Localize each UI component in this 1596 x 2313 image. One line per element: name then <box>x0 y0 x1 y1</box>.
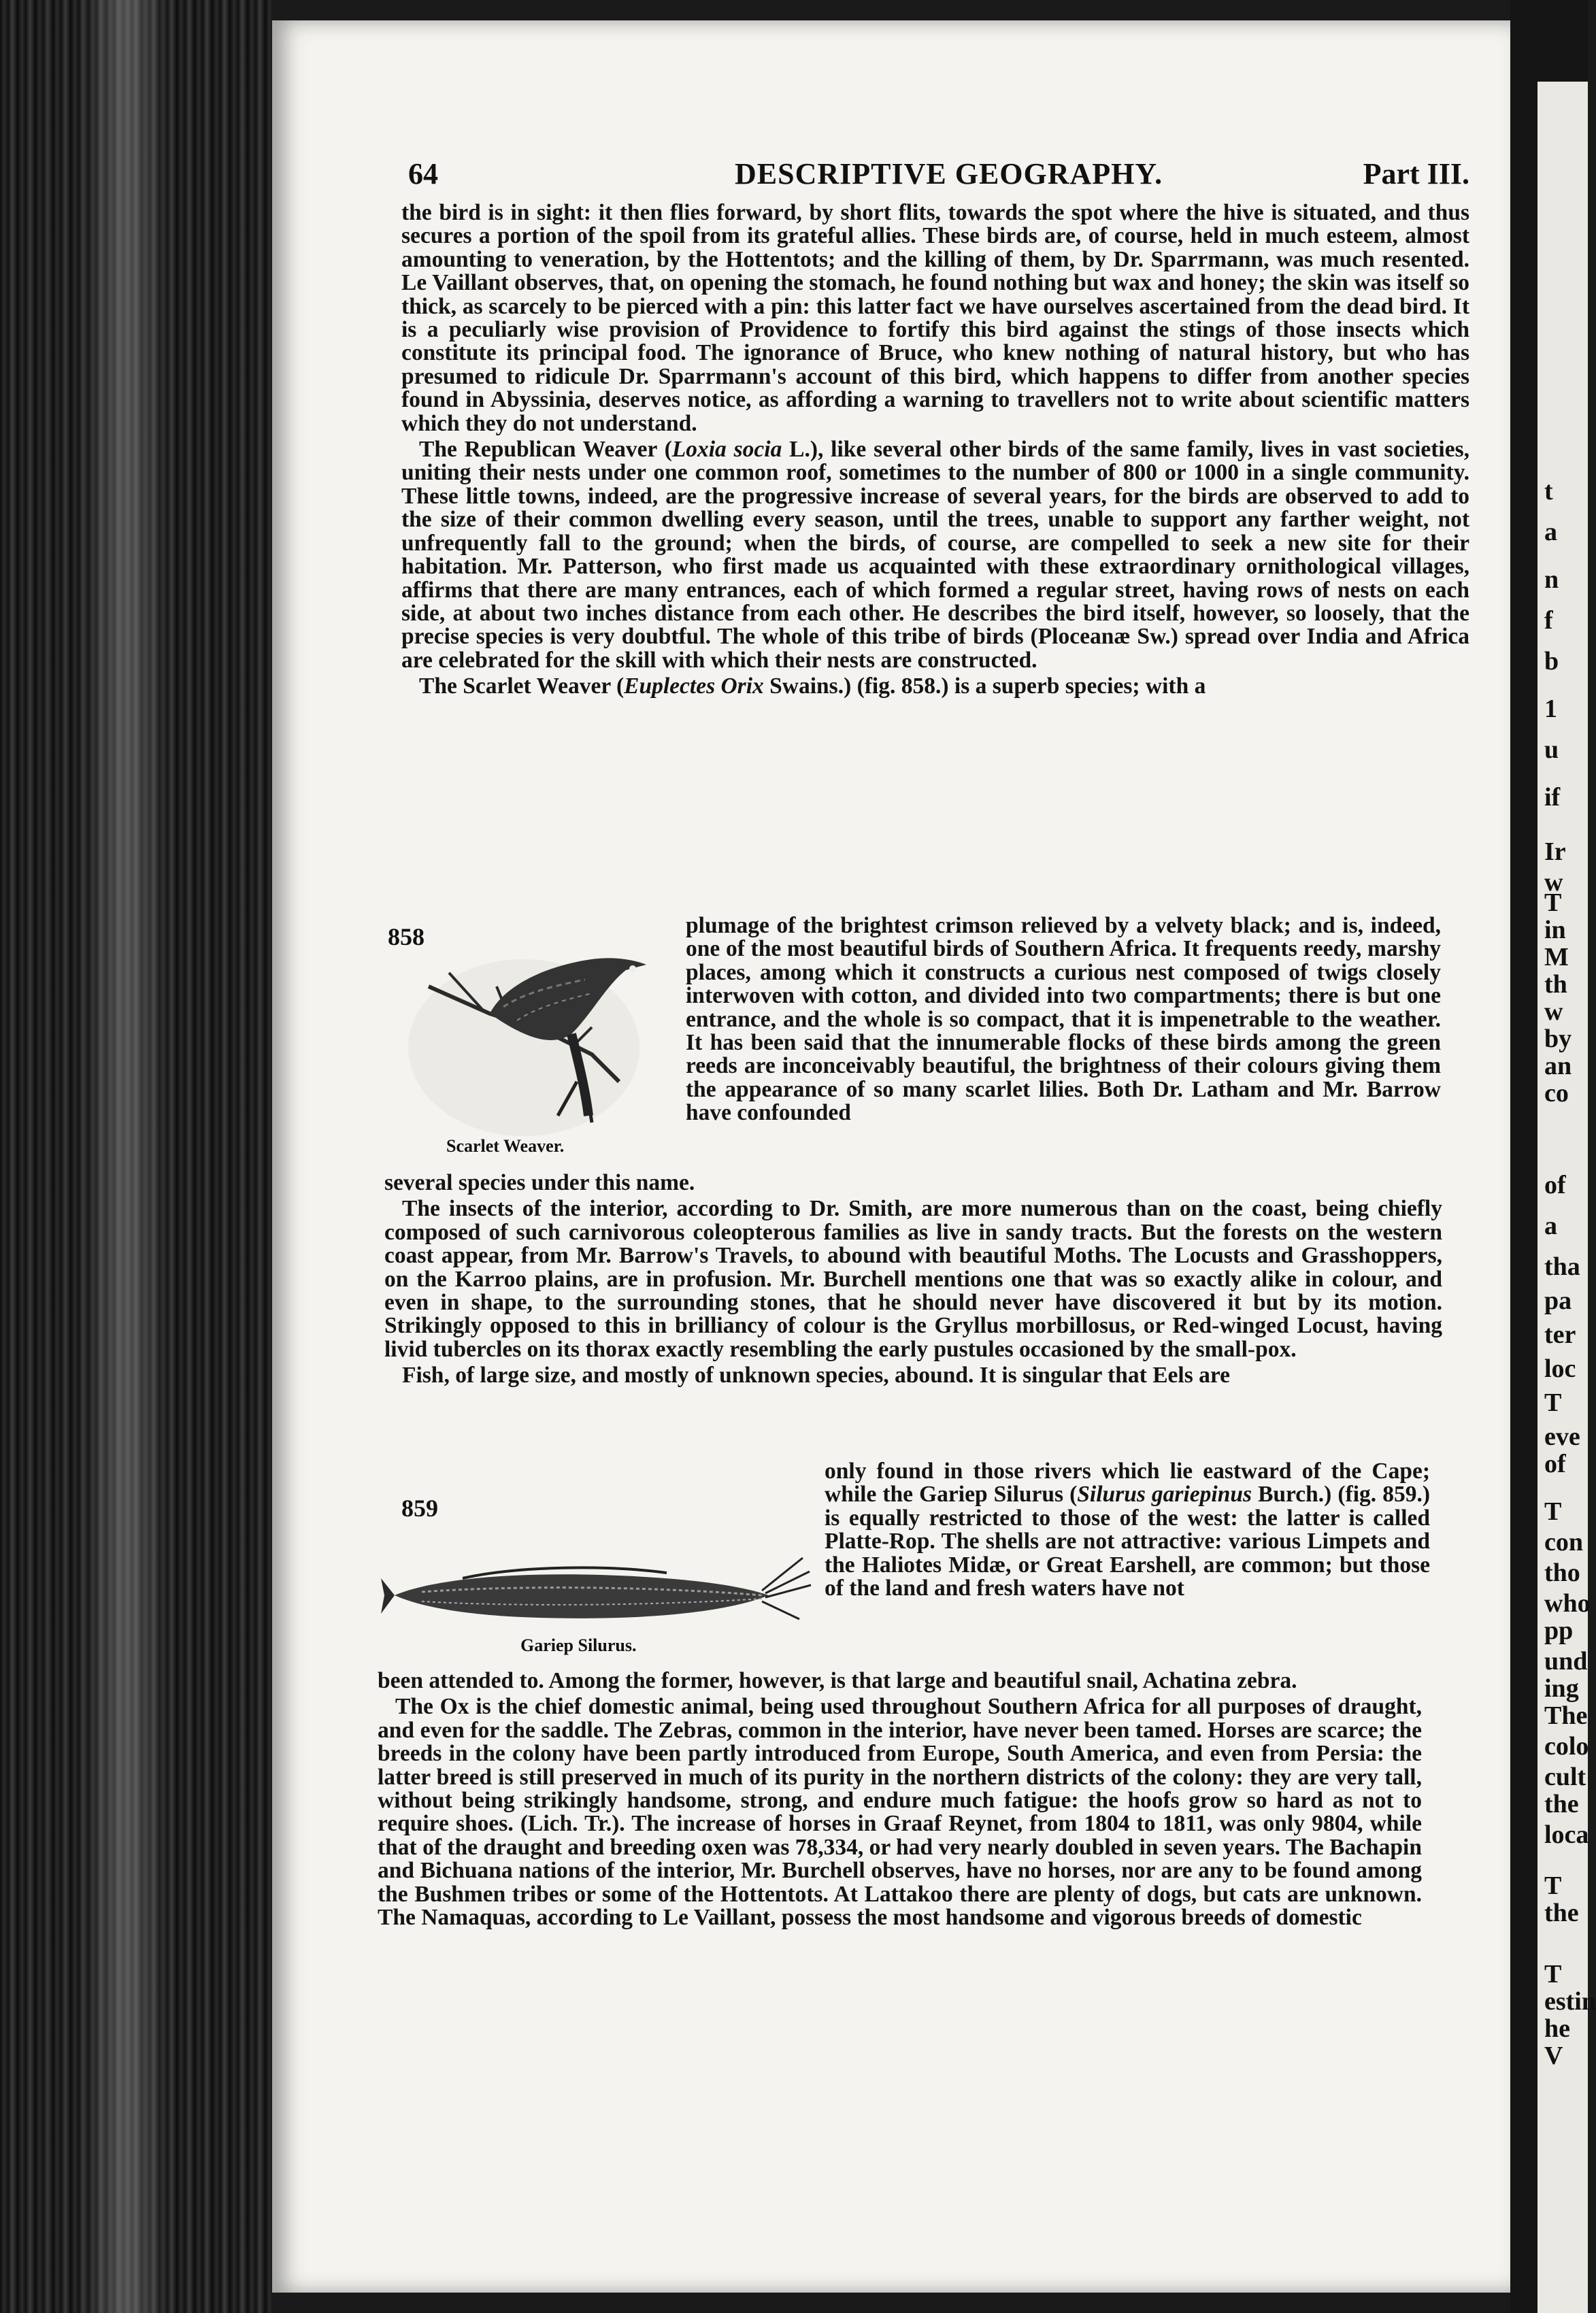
next-page-fragment: n <box>1544 565 1559 594</box>
next-page-fragment: V <box>1544 2042 1563 2070</box>
next-page-fragment: T <box>1544 1388 1562 1417</box>
page-number: 64 <box>408 157 438 190</box>
figure-caption: Gariep Silurus. <box>520 1635 637 1655</box>
next-page-fragment: tho <box>1544 1559 1580 1587</box>
next-page-fragment: th <box>1544 970 1567 999</box>
text-block-bottom <box>378 1669 1422 1932</box>
next-page-fragment: loc <box>1544 1354 1576 1383</box>
next-page-fragment: in <box>1544 916 1566 944</box>
paragraph-scarlet-weaver-wrap: plumage of the brightest crimson relieved by a velvety black; and is, indeed, one of the most beautiful birds of Southern Africa. It frequents reedy, marshy places, among which it constructs a curious nest composed of twigs closely interwoven with cotton, and divided into two compartments; there is but one entrance, and the whole is so compact, that it is impenetrable to the weather. It has been said that the innumerable flocks of these birds among the green reeds are inconceivably beautiful, the brightness of their colours giving them the appearance of so many scarlet lilies. Both Dr. Latham and Mr. Barrow have confounded <box>686 913 1441 1126</box>
next-page-fragment: estin <box>1544 1987 1596 2016</box>
next-page-fragment: of <box>1544 1171 1566 1199</box>
next-page-fragment: t <box>1544 477 1553 505</box>
next-page-fragment: an <box>1544 1052 1572 1080</box>
figure-number: 858 <box>388 923 425 950</box>
next-page-fragment: T <box>1544 888 1562 917</box>
next-page-fragment: w <box>1544 997 1563 1026</box>
next-page-fragment: ing <box>1544 1674 1579 1703</box>
next-page-fragment: a <box>1544 1212 1557 1240</box>
next-page-fragment: pp <box>1544 1616 1574 1645</box>
next-page-fragment: who <box>1544 1589 1591 1618</box>
running-title: DESCRIPTIVE GEOGRAPHY. <box>735 157 1163 190</box>
next-page-fragment: he <box>1544 2014 1570 2043</box>
next-page-fragment: eve <box>1544 1422 1580 1451</box>
next-page-fragment: w <box>1544 868 1563 897</box>
next-page-fragment: a <box>1544 518 1557 546</box>
paragraph-honey-guide: the bird is in sight: it then flies forward, by short flits, towards the spot where the hive is situated, and thus secures a portion of the spoil from its grateful allies. These birds are, of course, held in much esteem, almost amounting to veneration, by the Hottentots; and the killing of them, by Dr. Sparrmann, was much resented. Le Vaillant observes, that, on opening the stomach, he found nothing but wax and honey; the skin was itself so thick, as scarcely to be pierced with a pin: this latter fact we have ourselves ascertained from the dead bird. It is a peculiarly wise provision of Providence to fortify this bird against the stings of those insects which constitute its principal food. The ignorance of Bruce, who knew nothing of natural history, but who has presumed to ridicule Dr. Sparrmann's account of this bird, which happens to differ from another species found in Abyssinia, deserves notice, as affording a warning to travellers not to write about scientific matters which they do not understand. <box>401 200 1469 436</box>
next-page-fragment: pa <box>1544 1286 1572 1315</box>
figure-caption: Scarlet Weaver. <box>446 1136 565 1156</box>
next-page-fragment: by <box>1544 1025 1572 1053</box>
text-block-top <box>401 201 1469 701</box>
next-page-fragment: loca <box>1544 1820 1589 1849</box>
gariep-silurus-illustration <box>381 1531 816 1653</box>
next-page-fragment: b <box>1544 647 1559 676</box>
scarlet-weaver-illustration <box>388 912 674 1136</box>
next-page-fragment: co <box>1544 1079 1569 1108</box>
next-page-fragment: f <box>1544 606 1553 635</box>
next-page-fragment: tha <box>1544 1252 1580 1281</box>
figure-858 <box>388 912 674 1170</box>
next-page-fragment: the <box>1544 1899 1579 1927</box>
next-page-fragment: M <box>1544 943 1569 971</box>
next-page-fragment: T <box>1544 1960 1562 1988</box>
text-block-fish-wrap <box>825 1460 1430 1603</box>
paragraph-republican-weaver: The Republican Weaver (Loxia socia L.), like several other birds of the same family, lives in vast societies, uniting their nests under one common roof, sometimes to the number of 800 or 1000 in a single community. These little towns, indeed, are the progressive increase of several years, for the birds are observed to add to the size of their common dwelling every season, until the trees, unable to support any farther weight, not unfrequently fall to the ground; when the birds, of course, are compelled to seek a new site for their habitation. Mr. Patterson, who first made us acquainted with these extraordinary ornithological villages, affirms that there are many entrances, each of which formed a regular street, having rows of nests on each side, at about two inches distance from each other. He describes the bird itself, however, so loosely, that the precise species is very doubtful. The whole of this tribe of birds (Ploceanæ Sw.) spread over India and Africa are celebrated for the skill with which their nests are constructed. <box>401 437 1470 673</box>
paragraph-scarlet-weaver-tail: several species under this name. <box>384 1170 695 1195</box>
next-page-fragment: The <box>1544 1701 1588 1730</box>
next-page-fragment: the <box>1544 1790 1579 1818</box>
part-label: Part III. <box>1363 157 1469 190</box>
next-page-fragment: und <box>1544 1647 1588 1676</box>
next-page-fragment: cult <box>1544 1763 1586 1791</box>
next-page-edge <box>1537 82 1596 2313</box>
text-block-scarlet-weaver-wrap <box>686 914 1441 1128</box>
next-page-fragment: con <box>1544 1528 1583 1557</box>
paragraph-scarlet-weaver-lead: The Scarlet Weaver (Euplectes Orix Swains.) (fig. 858.) is a superb species; with a <box>419 673 1206 699</box>
figure-859 <box>381 1490 816 1667</box>
paragraph-fish-lead: Fish, of large size, and mostly of unknown species, abound. It is singular that Eels are <box>402 1363 1231 1388</box>
next-page-fragment: Ir <box>1544 837 1566 866</box>
page-header <box>408 156 1469 197</box>
next-page-fragment: 1 <box>1544 695 1557 723</box>
binding-highlight <box>82 0 170 2313</box>
figure-number: 859 <box>401 1495 438 1522</box>
next-page-fragment: u <box>1544 735 1559 764</box>
next-page-fragment: if <box>1544 783 1561 812</box>
text-block-middle <box>384 1171 1442 1391</box>
paragraph-fish-tail: been attended to. Among the former, however, is that large and beautiful snail, Achatina zebra. <box>378 1668 1297 1693</box>
next-page-fragment: T <box>1544 1871 1562 1900</box>
next-page-fragment: ter <box>1544 1320 1576 1349</box>
next-page-fragment: of <box>1544 1450 1566 1478</box>
paragraph-domestic-animals: The Ox is the chief domestic animal, being used throughout Southern Africa for all purposes of draught, and even for the saddle. The Zebras, common in the interior, have never been tamed. Horses are scarce; the breeds in the colony have been partly introduced from Europe, South America, and even from Persia: the latter breed is still preserved in much of its purity in the northern districts of the colony: they are very tall, without being strikingly handsome, strong, and endure much fatigue: the hoofs grow so hard as not to require shoes. (Lich. Tr.). The increase of horses in Graaf Reynet, from 1804 to 1811, was only 9804, while that of the draught and breeding oxen was 78,334, or had very nearly doubled in seven years. The Bachapin and Bichuana nations of the interior, Mr. Burchell observes, have no horses, nor are any to be found among the Bushmen tribes or some of the Hottentots. At Lattakoo there are plenty of dogs, but cats are unknown. The Namaquas, according to Le Vaillant, possess the most handsome and vigorous breeds of domestic <box>378 1694 1422 1931</box>
paragraph-fish-wrap: only found in those rivers which lie eastward of the Cape; while the Gariep Silurus (Silurus gariepinus Burch.) (fig. 859.) is equally restricted to those of the west: the latter is called Platte-Rop. The shells are not attractive: various Limpets and the Haliotes Midæ, or Great Earshell, are common; but those of the land and fresh waters have not <box>825 1459 1430 1601</box>
paragraph-insects: The insects of the interior, according to Dr. Smith, are more numerous than on the coast, being chiefly composed of such carnivorous coleopterous families as live in sandy tracts. But the forests on the western coast appear, from Mr. Barrow's Travels, to abound with beautiful Moths. The Locusts and Grasshoppers, on the Karroo plains, are in profusion. Mr. Burchell mentions one that was so exactly alike in colour, and even in shape, to the surrounding stones, that he should never have discovered it but by its motion. Strikingly opposed to this in brilliancy of colour is the Gryllus morbillosus, or Red-winged Locust, having livid tubercles on its thorax exactly resembling the early pustules occasioned by the small-pox. <box>384 1196 1442 1362</box>
next-page-fragment: colo <box>1544 1732 1589 1761</box>
next-page-fragment: T <box>1544 1497 1562 1526</box>
